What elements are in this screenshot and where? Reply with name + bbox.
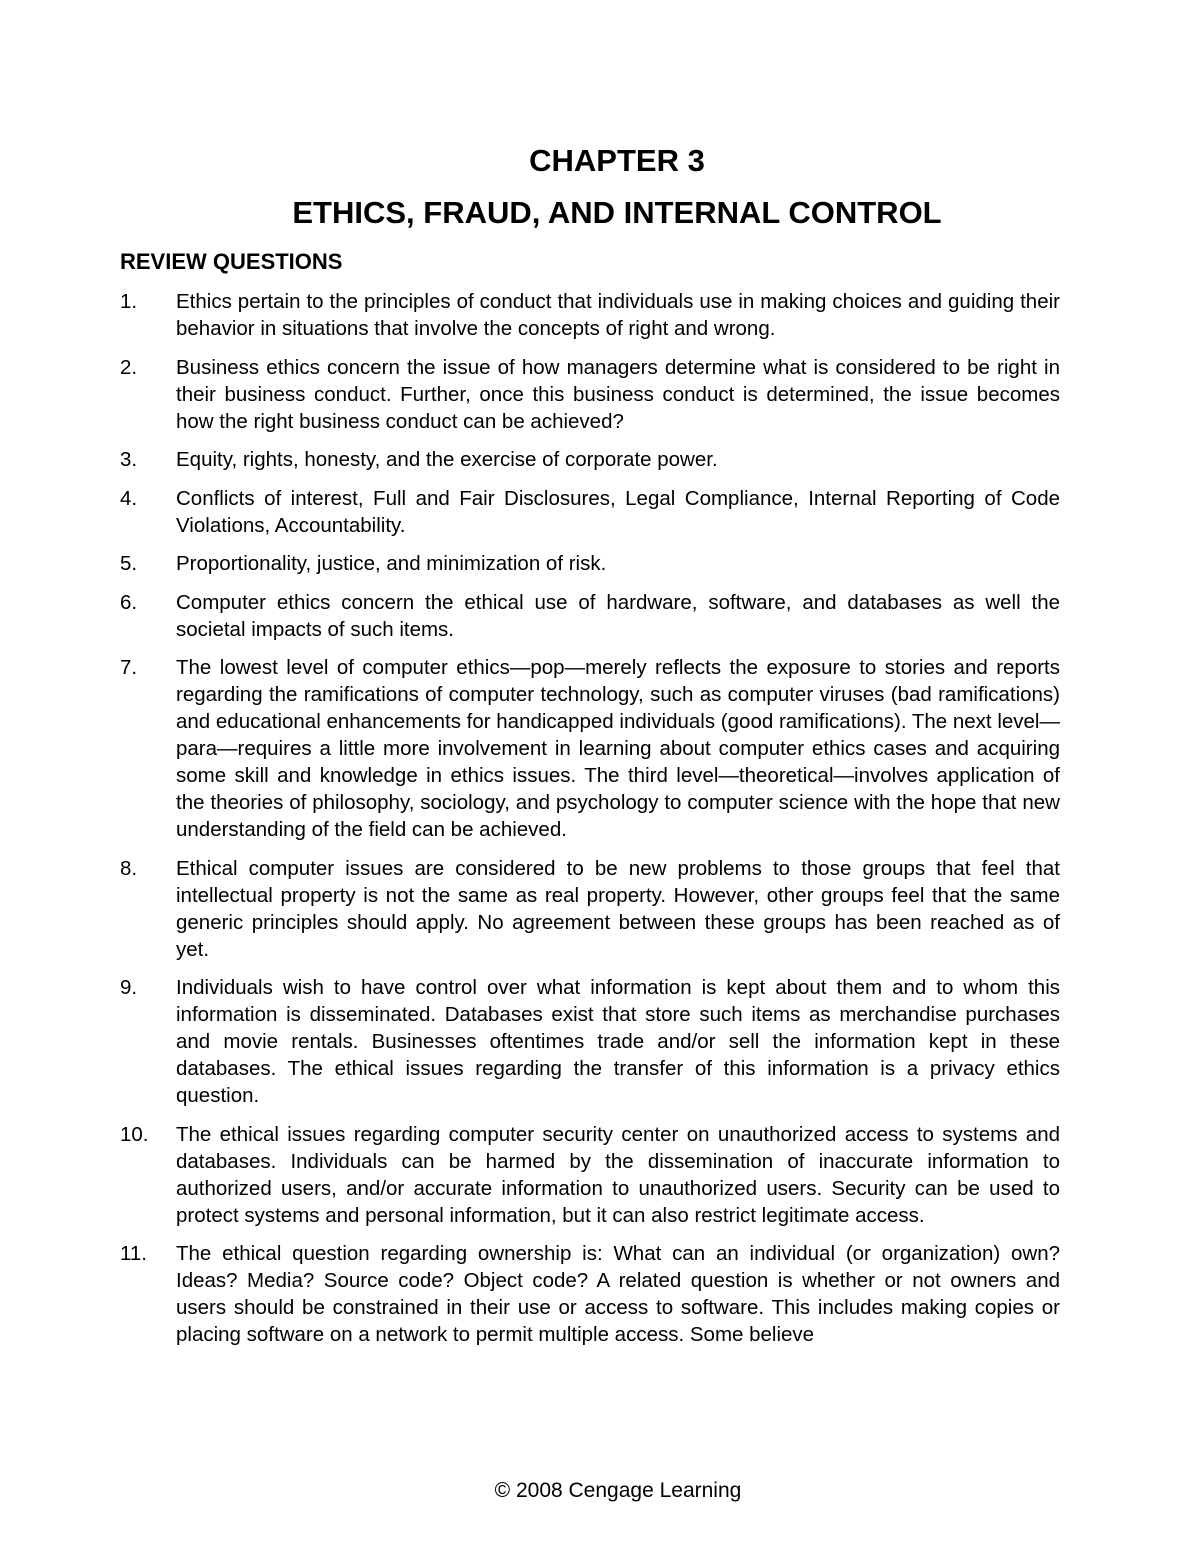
question-item	[120, 485, 1060, 539]
question-item	[120, 589, 1060, 643]
question-number: 1.	[120, 290, 138, 313]
chapter-number: CHAPTER 3	[529, 143, 705, 178]
question-text: Computer ethics concern the ethical use of hardware, software, and databases as well the societal impacts of such items.	[176, 590, 1060, 641]
question-text: Proportionality, justice, and minimization of risk.	[176, 552, 607, 575]
question-number: 4.	[120, 486, 138, 510]
question-number: 7.	[120, 656, 138, 679]
question-item	[120, 1240, 1060, 1348]
question-number: 10.	[120, 1122, 149, 1146]
question-number: 5.	[120, 552, 138, 575]
question-text: Ethical computer issues are considered to be new problems to those groups that feel that intellectual property is not the same as real property. However, other groups feel that the same generic principles should apply. No agreement between these groups has been reached as of yet.	[176, 856, 1060, 961]
question-item	[120, 288, 1060, 342]
copyright-footer: © 2008 Cengage Learning	[494, 1479, 742, 1502]
question-text: Equity, rights, honesty, and the exercise of corporate power.	[176, 448, 718, 471]
question-item	[120, 354, 1060, 435]
question-item	[120, 1121, 1060, 1229]
question-number: 3.	[120, 448, 138, 471]
question-number: 11.	[120, 1242, 147, 1265]
question-text: The ethical issues regarding computer security center on unauthorized access to systems and databases. Individuals can be harmed by the dissemination of inaccurate information to authorized users, and/or accurate information to unauthorized users. Security can be used to protect systems and personal information, but it can also restrict legitimate access.	[176, 1122, 1060, 1227]
question-item	[120, 446, 1060, 473]
section-heading: REVIEW QUESTIONS	[120, 249, 343, 274]
question-text: The lowest level of computer ethics—pop—merely reflects the exposure to stories and reports regarding the ramifications of computer technology, such as computer viruses (bad ramifications) and educational enhancements for handicapped individuals (good ramifications). The next level—para—requires a little more involvement in learning about computer ethics cases and acquiring some skill and knowledge in ethics issues. The third level—theoretical—involves application of the theories of philosophy, sociology, and psychology to computer science with the hope that new understanding of the field can be achieved.	[176, 656, 1060, 841]
question-number: 9.	[120, 976, 138, 999]
question-text: The ethical question regarding ownership is: What can an individual (or organization) own? Ideas? Media? Source code? Object code? A related question is whether or not owners and users should be constrained in their use or access to software. This includes making copies or placing software on a network to permit multiple access. Some believe	[176, 1242, 1060, 1346]
question-text: Conflicts of interest, Full and Fair Disclosures, Legal Compliance, Internal Reporting of Code Violations, Accountability.	[176, 486, 1060, 537]
question-text: Ethics pertain to the principles of conduct that individuals use in making choices and guiding their behavior in situations that involve the concepts of right and wrong.	[176, 290, 1060, 340]
question-number: 6.	[120, 590, 138, 614]
question-text: Business ethics concern the issue of how managers determine what is considered to be right in their business conduct. Further, once this business conduct is determined, the issue becomes how the right business conduct can be achieved?	[176, 355, 1060, 433]
question-item	[120, 974, 1060, 1109]
question-number: 8.	[120, 856, 138, 880]
question-item	[120, 550, 1060, 577]
question-item	[120, 855, 1060, 963]
chapter-title: ETHICS, FRAUD, AND INTERNAL CONTROL	[292, 195, 942, 230]
review-questions-list	[120, 288, 1060, 1360]
question-item	[120, 654, 1060, 843]
question-text: Individuals wish to have control over what information is kept about them and to whom this information is disseminated. Databases exist that store such items as merchandise purchases and movie rentals. Businesses oftentimes trade and/or sell the information kept in these databases. The ethical issues regarding the transfer of this information is a privacy ethics question.	[176, 976, 1060, 1107]
question-number: 2.	[120, 355, 138, 379]
